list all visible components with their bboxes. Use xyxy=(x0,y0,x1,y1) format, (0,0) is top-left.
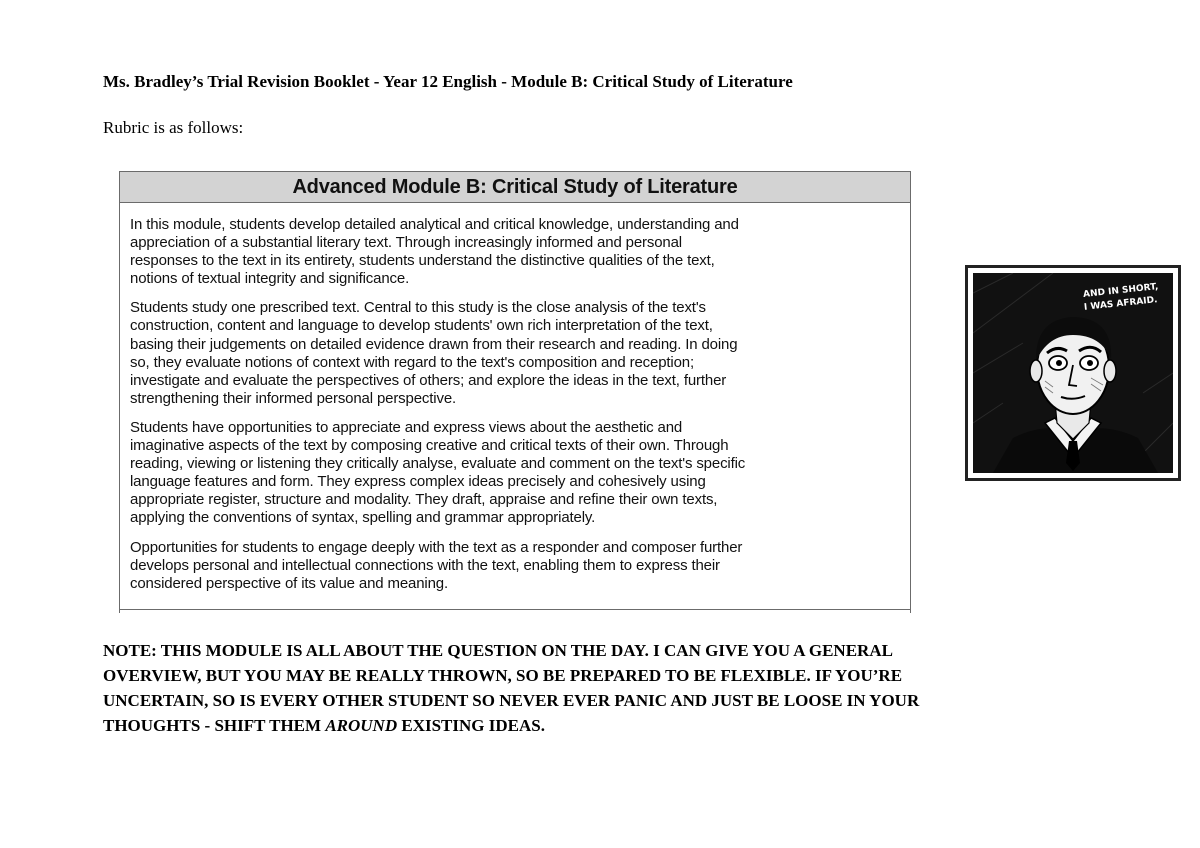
rubric-line: reading, viewing or listening they critically analyse, evaluate and comment on the text's specific xyxy=(130,455,746,473)
note-line: NOTE: THIS MODULE IS ALL ABOUT THE QUESTION ON THE DAY. I CAN GIVE YOU A GENERAL xyxy=(103,641,893,660)
rubric-line: considered perspective of its value and meaning. xyxy=(130,574,448,592)
rubric-line: applying the conventions of syntax, spelling and grammar appropriately. xyxy=(130,509,596,527)
rubric-line: investigate and evaluate the perspectives of others; and explore the ideas in the text, further xyxy=(130,371,727,389)
rubric-line: basing their judgements on detailed evidence drawn from their research and reading. In doing xyxy=(130,335,738,353)
rubric-line: In this module, students develop detailed analytical and critical knowledge, understanding and xyxy=(130,216,739,233)
rubric-box xyxy=(119,171,911,613)
rubric-line: imaginative aspects of the text by composing creative and critical texts of their own. Through xyxy=(130,437,729,455)
note-line-last xyxy=(103,713,1093,738)
rubric-line: so, they evaluate notions of context with regard to the text's composition and reception; xyxy=(130,353,695,371)
rubric-paragraph xyxy=(130,539,900,593)
document-title: Ms. Bradley’s Trial Revision Booklet - Year 12 English - Module B: Critical Study of Literature xyxy=(103,72,793,91)
rubric-intro: Rubric is as follows: xyxy=(103,118,244,137)
rubric-paragraph xyxy=(130,299,900,408)
rubric-line: appreciation of a substantial literary text. Through increasingly informed and personal xyxy=(130,234,682,252)
caption-line1: AND IN SHORT, xyxy=(1082,282,1159,300)
rubric-line: Students study one prescribed text. Central to this study is the close analysis of the text's xyxy=(130,299,706,317)
rubric-paragraph xyxy=(130,216,900,288)
rubric-line: strengthening their informed personal perspective. xyxy=(130,389,457,407)
portrait-drawing xyxy=(973,273,1173,473)
note-text: THOUGHTS - SHIFT THEM xyxy=(103,716,326,735)
note-line: OVERVIEW, BUT YOU MAY BE REALLY THROWN, SO BE PREPARED TO BE FLEXIBLE. IF YOU’RE xyxy=(103,666,903,685)
rubric-line: Students have opportunities to appreciate and express views about the aesthetic and xyxy=(130,418,683,436)
rubric-line: appropriate register, structure and modality. They draft, appraise and refine their own texts, xyxy=(130,491,718,509)
rubric-heading: Advanced Module B: Critical Study of Literature xyxy=(120,172,910,203)
caption-line2: I WAS AFRAID. xyxy=(1083,295,1159,313)
note-emphasis: AROUND xyxy=(325,716,398,735)
portrait-illustration xyxy=(965,265,1181,481)
note-line: UNCERTAIN, SO IS EVERY OTHER STUDENT SO NEVER EVER PANIC AND JUST BE LOOSE IN YOUR xyxy=(103,691,920,710)
rubric-line: language features and form. They express complex ideas precisely and cohesively using xyxy=(130,473,706,491)
rubric-line: notions of textual integrity and significance. xyxy=(130,270,410,288)
rubric-line: construction, content and language to develop students' own rich interpretation of the text, xyxy=(130,317,713,335)
rubric-line: develops personal and intellectual connections with the text, enabling them to express their xyxy=(130,556,720,574)
rubric-body xyxy=(120,203,910,593)
note-text: EXISTING IDEAS. xyxy=(397,716,545,735)
rubric-line: responses to the text in its entirety, students understand the distinctive qualities of the text, xyxy=(130,252,715,270)
rubric-line: Opportunities for students to engage deeply with the text as a responder and composer further xyxy=(130,538,743,556)
rubric-paragraph xyxy=(130,419,900,528)
note-block xyxy=(103,638,1093,738)
